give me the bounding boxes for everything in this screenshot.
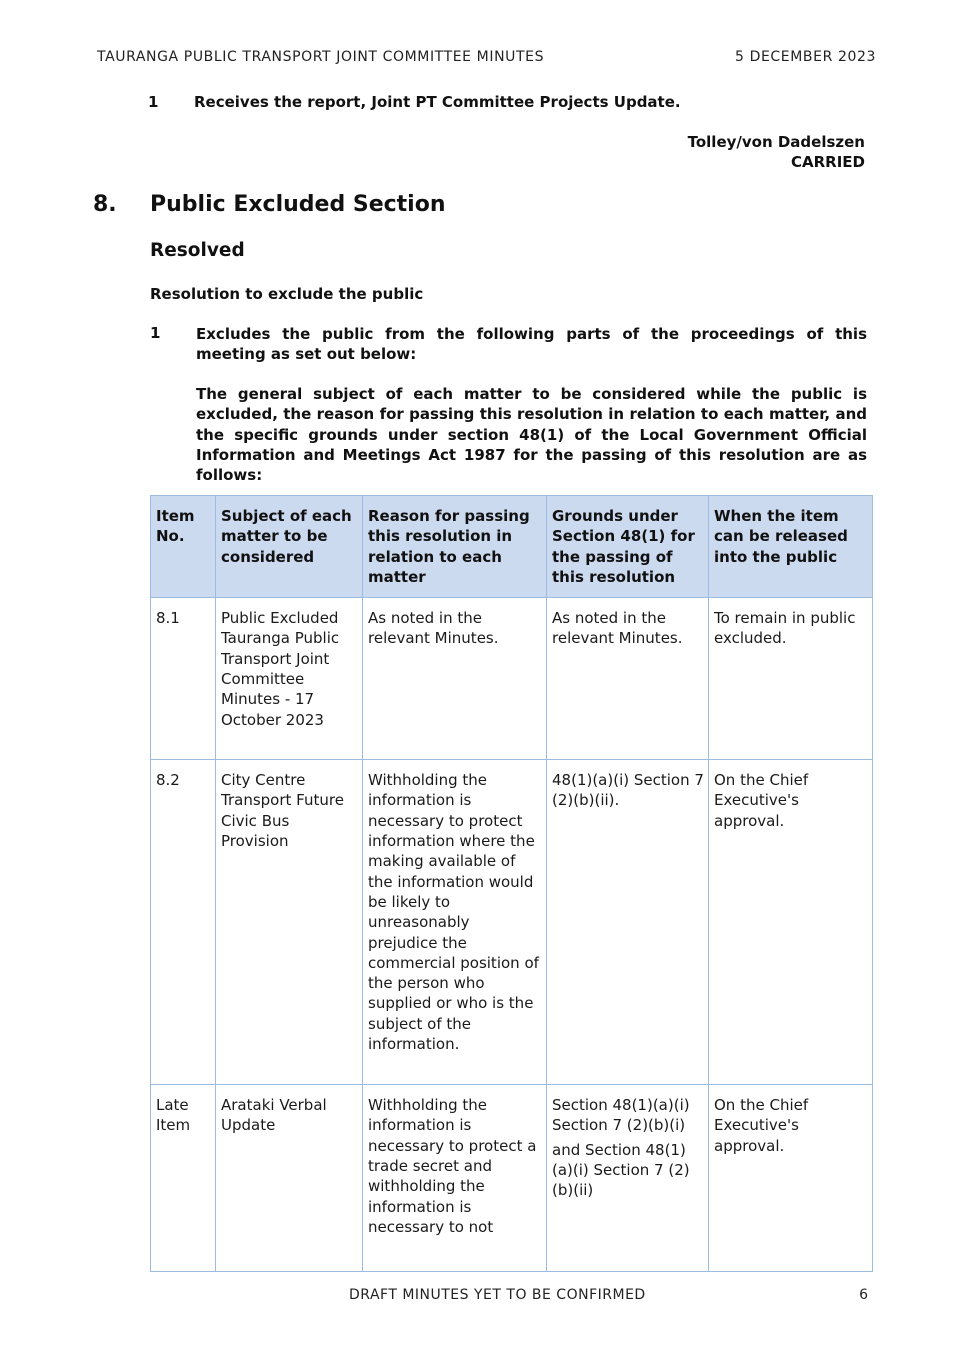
column-header-release: When the item can be released into the public xyxy=(709,496,873,598)
cell-reason: As noted in the relevant Minutes. xyxy=(363,598,547,760)
page-number: 6 xyxy=(859,1287,868,1303)
resolved-heading: Resolved xyxy=(150,240,245,261)
table-row xyxy=(151,1085,873,1272)
cell-release: To remain in public excluded. xyxy=(709,598,873,760)
cell-item: 8.2 xyxy=(151,760,216,1085)
prev-resolution-status: CARRIED xyxy=(791,153,865,171)
cell-item: Late Item xyxy=(151,1085,216,1272)
cell-subject: City Centre Transport Future Civic Bus Provision xyxy=(216,760,363,1085)
column-header-reason: Reason for passing this resolution in relation to each matter xyxy=(363,496,547,598)
document-header-date: 5 DECEMBER 2023 xyxy=(735,49,876,65)
cell-grounds: Section 48(1)(a)(i) Section 7 (2)(b)(i) xyxy=(552,1096,690,1135)
section-title: Public Excluded Section xyxy=(150,192,446,217)
column-header-grounds: Grounds under Section 48(1) for the passing of this resolution xyxy=(547,496,709,598)
resolution-item-detail: The general subject of each matter to be considered while the public is excluded, the reason for passing this resolution in relation to each matter, and the specific grounds under section 48(1) of the Local Government Official Information and Meetings Act 1987 for the passing of this resolution are as follows: xyxy=(196,385,867,485)
cell-release: On the Chief Executive's approval. xyxy=(709,1085,873,1272)
resolution-item-text: Excludes the public from the following parts of the proceedings of this meeting as set out below: xyxy=(196,325,867,364)
prev-resolution-movers: Tolley/von Dadelszen xyxy=(687,133,865,151)
table-row xyxy=(151,598,873,760)
document-header-title: TAURANGA PUBLIC TRANSPORT JOINT COMMITTEE MINUTES xyxy=(97,49,545,65)
cell-reason: Withholding the information is necessary to protect a trade secret and withholding the information is necessary to not xyxy=(363,1085,547,1272)
footer-draft-notice: DRAFT MINUTES YET TO BE CONFIRMED xyxy=(349,1287,646,1303)
table-row xyxy=(151,760,873,1085)
resolution-item-number: 1 xyxy=(150,324,161,342)
cell-grounds-group xyxy=(547,1085,709,1272)
prev-resolution-text: Receives the report, Joint PT Committee Projects Update. xyxy=(194,93,681,111)
cell-grounds: 48(1)(a)(i) Section 7 (2)(b)(ii). xyxy=(547,760,709,1085)
column-header-item-no: Item No. xyxy=(151,496,216,598)
cell-item: 8.1 xyxy=(151,598,216,760)
table-header-row xyxy=(151,496,873,598)
resolution-heading: Resolution to exclude the public xyxy=(150,285,424,303)
cell-reason: Withholding the information is necessary to protect information where the making available of the information would be likely to unreasonably prejudice the commercial position of the person who supplied or who is the subject of the information. xyxy=(363,760,547,1085)
column-header-subject: Subject of each matter to be considered xyxy=(216,496,363,598)
cell-release: On the Chief Executive's approval. xyxy=(709,760,873,1085)
cell-grounds: As noted in the relevant Minutes. xyxy=(547,598,709,760)
cell-subject: Public Excluded Tauranga Public Transport Joint Committee Minutes - 17 October 2023 xyxy=(216,598,363,760)
section-number: 8. xyxy=(93,192,117,217)
cell-grounds-extra: and Section 48(1)(a)(i) Section 7 (2)(b)(ii) xyxy=(552,1140,690,1200)
prev-resolution-number: 1 xyxy=(148,93,159,111)
public-excluded-table xyxy=(150,495,873,1272)
cell-subject: Arataki Verbal Update xyxy=(216,1085,363,1272)
